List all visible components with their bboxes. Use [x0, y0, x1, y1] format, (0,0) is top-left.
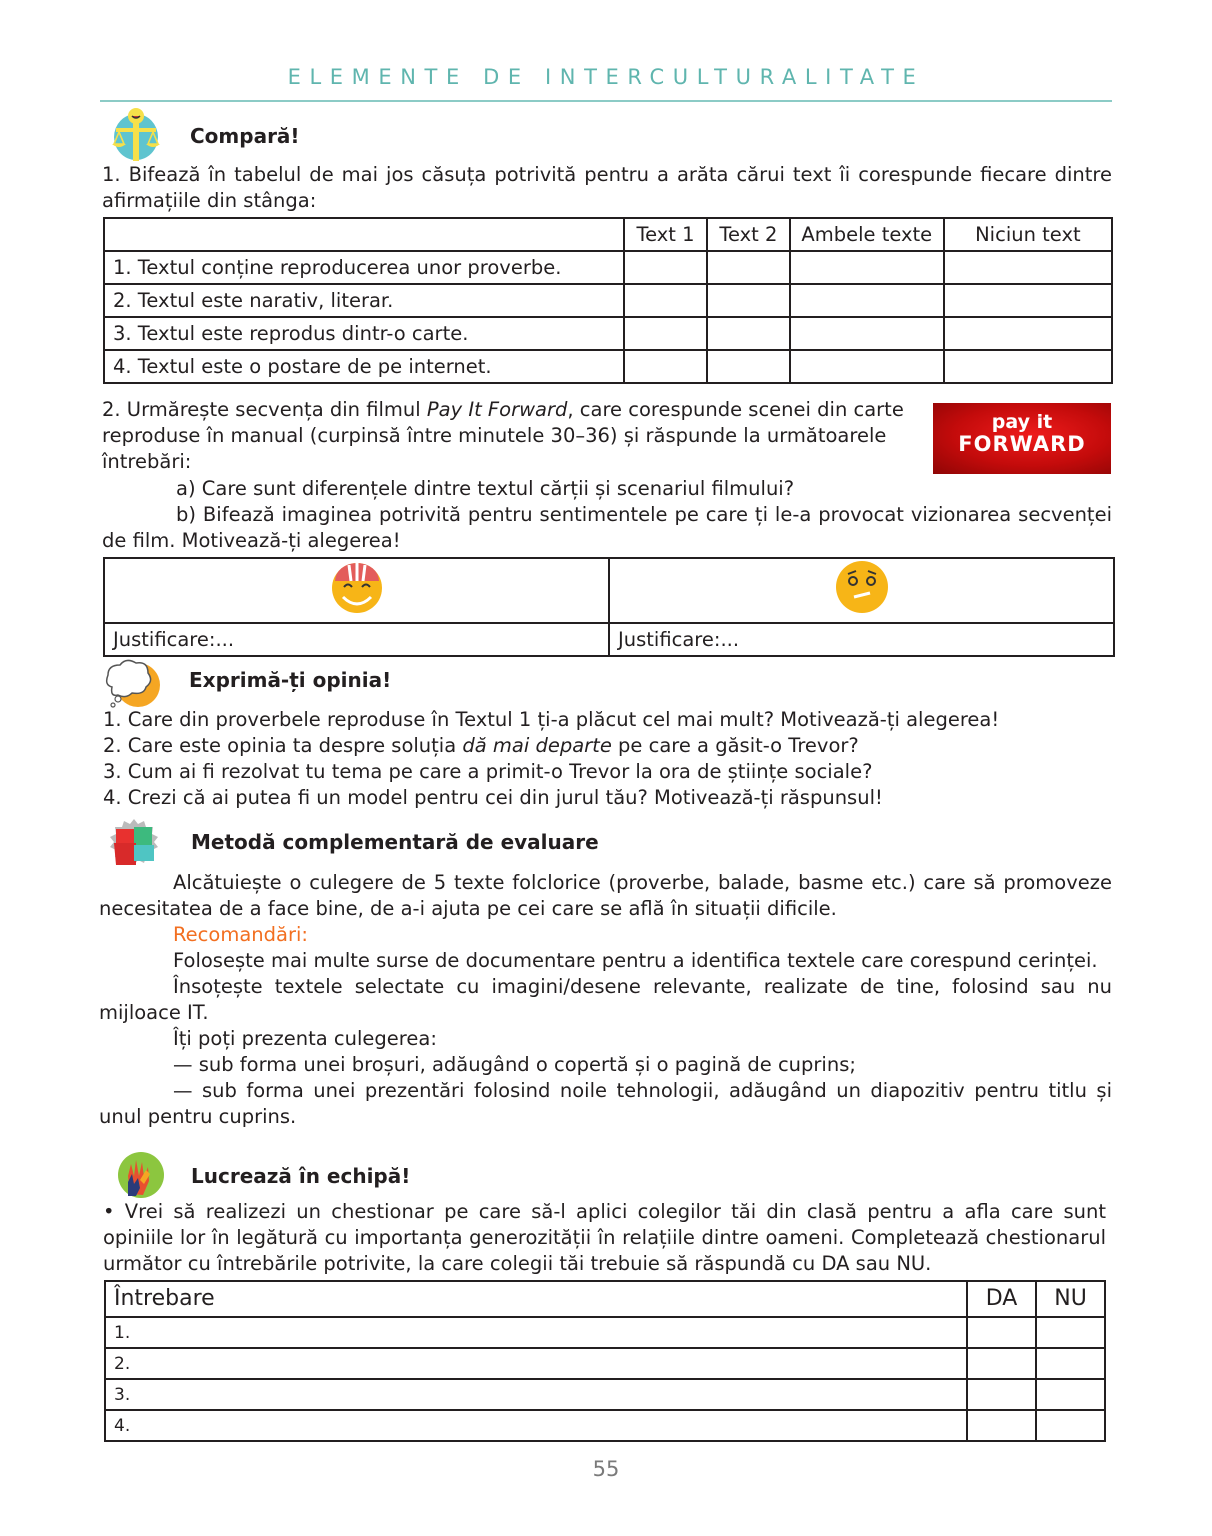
opinion-question-4: 4. Crezi că ai putea fi un model pentru cei din jurul tău? Motivează-ți răspunsul!: [103, 786, 883, 809]
header-cell-empty: [104, 218, 624, 251]
table-row: [104, 350, 1112, 383]
da-cell[interactable]: [967, 1348, 1036, 1379]
recommendation-1: Folosește mai multe surse de documentare pentru a identifica textele care corespund cerinței.: [173, 949, 1098, 972]
checkbox-cell[interactable]: [790, 317, 944, 350]
checkbox-cell[interactable]: [944, 317, 1112, 350]
opinion-q2-text: 2. Care este opinia ta despre soluția: [103, 734, 463, 757]
statement-cell: 4. Textul este o postare de pe internet.: [104, 350, 624, 383]
presentation-option-2: — sub forma unei prezentări folosind noile tehnologii, adăugând un diapozitiv pentru titlu și unul pentru cuprins.: [99, 1079, 1112, 1128]
statement-cell: 3. Textul este reprodus dintr-o carte.: [104, 317, 624, 350]
emoji-cell-confused[interactable]: [609, 558, 1114, 623]
recommendation-2: Însoțește textele selectate cu imagini/desene relevante, realizate de tine, folosind sau nu mijloace IT.: [99, 975, 1112, 1024]
colorful-hands-icon: [116, 1150, 166, 1200]
table-header-row: [105, 1281, 1105, 1317]
opinion-question-1: 1. Care din proverbele reproduse în Textul 1 ți-a plăcut cel mai mult? Motivează-ți alegerea!: [103, 708, 1000, 731]
opinion-question-3: 3. Cum ai fi rezolvat tu tema pe care a primit-o Trevor la ora de științe sociale?: [103, 760, 873, 783]
questionnaire-table: [104, 1280, 1106, 1442]
film-question-b: b) Bifează imaginea potrivită pentru sentimentele pe care ți le-a provocat vizionarea secvenței de film. Motivează-ți alegerea!: [102, 503, 1112, 552]
statement-cell: 1. Textul conține reproducerea unor proverbe.: [104, 251, 624, 284]
nu-cell[interactable]: [1036, 1379, 1105, 1410]
header-cell-text1: Text 1: [624, 218, 707, 251]
page-header-title: ELEMENTE DE INTERCULTURALITATE: [287, 65, 925, 89]
checkbox-cell[interactable]: [790, 284, 944, 317]
header-cell-question: Întrebare: [105, 1281, 967, 1317]
section-title-compara: Compară!: [190, 124, 300, 148]
da-cell[interactable]: [967, 1379, 1036, 1410]
checkbox-cell[interactable]: [624, 317, 707, 350]
checkbox-cell[interactable]: [707, 284, 790, 317]
question-cell[interactable]: 2.: [105, 1348, 967, 1379]
nu-cell[interactable]: [1036, 1317, 1105, 1348]
checkbox-cell[interactable]: [790, 350, 944, 383]
film-intro-text-cont: , care corespunde scenei din carte reproduse în manual (curpinsă între minutele 30–36) și răspunde la următoarele întrebări:: [102, 398, 904, 473]
header-divider: [100, 100, 1112, 102]
checkbox-cell[interactable]: [944, 284, 1112, 317]
opinion-question-2: [103, 733, 1113, 759]
film-title: Pay It Forward: [426, 398, 568, 421]
table-row: [104, 317, 1112, 350]
emoji-row: [104, 558, 1114, 623]
checkbox-cell[interactable]: [944, 350, 1112, 383]
da-cell[interactable]: [967, 1410, 1036, 1441]
header-cell-da: DA: [967, 1281, 1036, 1317]
checkbox-cell[interactable]: [944, 251, 1112, 284]
nu-cell[interactable]: [1036, 1348, 1105, 1379]
table-row: [105, 1317, 1105, 1348]
checkbox-cell[interactable]: [790, 251, 944, 284]
scales-justice-icon: [108, 106, 164, 162]
table-row: [104, 284, 1112, 317]
logo-line-2: FORWARD: [958, 432, 1086, 456]
pay-it-forward-logo: [933, 403, 1111, 474]
film-instruction: [102, 397, 922, 475]
header-cell-none: Niciun text: [944, 218, 1112, 251]
checkbox-cell[interactable]: [624, 350, 707, 383]
header-cell-nu: NU: [1036, 1281, 1105, 1317]
checkbox-cell[interactable]: [624, 251, 707, 284]
section-title-echipa: Lucrează în echipă!: [191, 1164, 411, 1188]
section-title-opinie: Exprimă-ți opinia!: [189, 668, 392, 692]
presentation-option-1: — sub forma unei broșuri, adăugând o copertă și o pagină de cuprins;: [173, 1053, 856, 1076]
table-row: [104, 251, 1112, 284]
table-row: [105, 1348, 1105, 1379]
table-row: [105, 1410, 1105, 1441]
film-intro-text: 2. Urmărește secvența din filmul: [102, 398, 427, 421]
compare-table: [103, 217, 1113, 384]
happy-face-icon: [329, 559, 385, 615]
teamwork-task: • Vrei să realizezi un chestionar pe care să-l aplici colegilor tăi din clasă pentru a afla care sunt opiniile lor în legătură cu importanța generozității în relațiile dintre oameni. Completează chestionarul următor cu întrebările potrivite, la care colegii tăi trebuie să răspundă cu DA sau NU.: [103, 1200, 1106, 1275]
question-cell[interactable]: 1.: [105, 1317, 967, 1348]
justification-row: [104, 623, 1114, 656]
nu-cell[interactable]: [1036, 1410, 1105, 1441]
question-cell[interactable]: 4.: [105, 1410, 967, 1441]
page-number: 55: [592, 1457, 620, 1481]
presentation-intro: Îți poți prezenta culegerea:: [173, 1027, 437, 1050]
question-cell[interactable]: 3.: [105, 1379, 967, 1410]
section-title-evaluare: Metodă complementară de evaluare: [191, 830, 599, 854]
checkbox-cell[interactable]: [624, 284, 707, 317]
compare-instruction: 1. Bifează în tabelul de mai jos căsuța potrivită pentru a arăta cărui text îi corespunde fiecare dintre afirmațiile din stânga:: [102, 163, 1112, 212]
table-header-row: [104, 218, 1112, 251]
emoji-table: [103, 557, 1115, 657]
checkbox-cell[interactable]: [707, 317, 790, 350]
header-cell-text2: Text 2: [707, 218, 790, 251]
justification-left[interactable]: Justificare:...: [104, 623, 609, 656]
checkbox-cell[interactable]: [707, 251, 790, 284]
table-row: [105, 1379, 1105, 1410]
da-cell[interactable]: [967, 1317, 1036, 1348]
emoji-cell-happy[interactable]: [104, 558, 609, 623]
justification-right[interactable]: Justificare:...: [609, 623, 1114, 656]
puzzle-gear-icon: [106, 817, 162, 873]
film-question-a: a) Care sunt diferențele dintre textul cărții și scenariul filmului?: [176, 477, 795, 500]
opinion-q2-text-cont: pe care a găsit-o Trevor?: [611, 734, 859, 757]
statement-cell: 2. Textul este narativ, literar.: [104, 284, 624, 317]
evaluation-task: Alcătuiește o culegere de 5 texte folclorice (proverbe, balade, basme etc.) care să promoveze necesitatea de a face bine, de a-i ajuta pe cei care se află în situații dificile.: [99, 871, 1112, 920]
header-cell-both: Ambele texte: [790, 218, 944, 251]
recommendations-label: Recomandări:: [173, 923, 308, 946]
thought-bubble-icon: [102, 657, 158, 713]
confused-face-icon: [834, 559, 890, 615]
logo-line-1: pay it: [991, 411, 1053, 433]
checkbox-cell[interactable]: [707, 350, 790, 383]
opinion-q2-italic: dă mai departe: [462, 734, 612, 757]
